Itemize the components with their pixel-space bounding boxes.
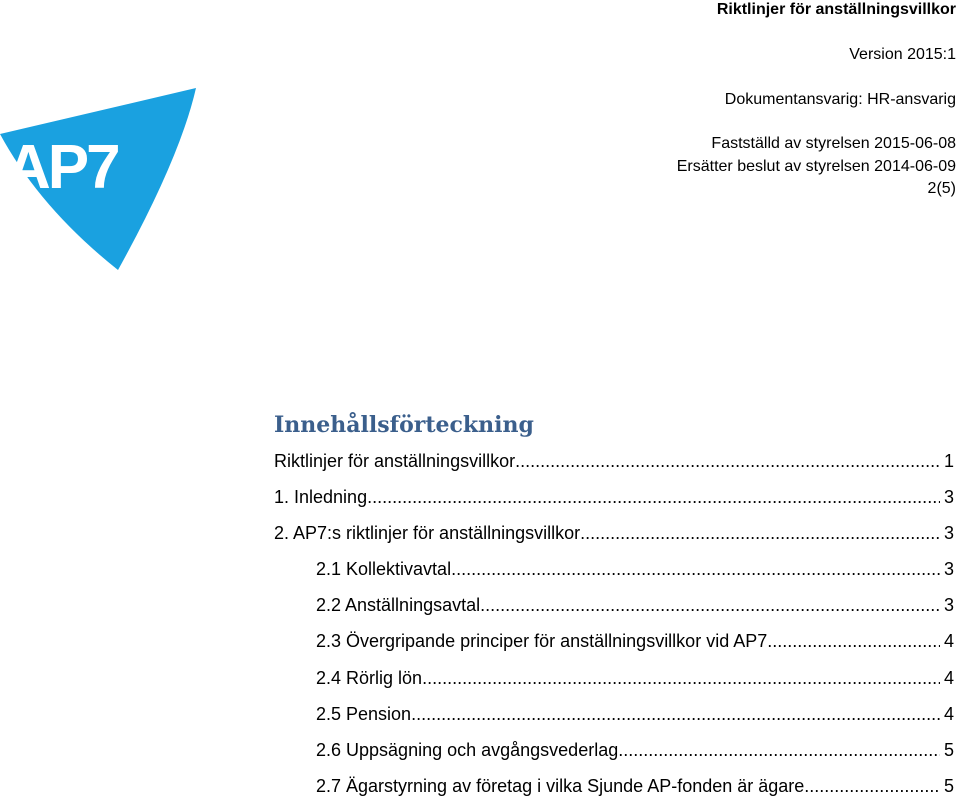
toc-entry-page: 3 [943, 523, 954, 543]
toc-entry-page: 4 [943, 668, 954, 688]
ap7-logo-text: AP7 [6, 133, 118, 202]
toc-entry-label: 2.2 Anställningsavtal [316, 595, 481, 615]
toc-entry-page: 1 [943, 451, 954, 471]
toc-entry[interactable] [316, 593, 954, 617]
toc-entry-page: 5 [943, 740, 954, 760]
toc-leader [515, 449, 940, 473]
toc-entry-label: 1. Inledning [274, 487, 368, 507]
toc-entry-label: 2.4 Rörlig lön [316, 668, 423, 688]
page-number: 2(5) [927, 180, 956, 197]
toc-entry[interactable] [274, 521, 954, 545]
toc-entry-page: 3 [943, 559, 954, 579]
toc-leader [580, 521, 940, 545]
toc-leader [480, 593, 940, 617]
toc-entry[interactable] [316, 629, 954, 653]
toc-entry[interactable] [316, 738, 954, 762]
document-replaces: Ersätter beslut av styrelsen 2014-06-09 [676, 158, 956, 175]
toc-entry-label: 2.1 Kollektivavtal [316, 559, 452, 579]
toc-entry-label: Riktlinjer för anställningsvillkor [274, 451, 516, 471]
toc-entry-page: 4 [943, 704, 954, 724]
toc-leader [422, 666, 940, 690]
toc-leader [618, 738, 940, 762]
toc-entry-page: 3 [943, 595, 954, 615]
toc-entry-label: 2.3 Övergripande principer för anställningsvillkor vid AP7 [316, 631, 768, 651]
toc-entry[interactable] [316, 666, 954, 690]
toc-leader [367, 485, 940, 509]
toc-entry[interactable] [316, 774, 954, 798]
toc-entry-label: 2.5 Pension [316, 704, 412, 724]
toc-entry[interactable] [316, 702, 954, 726]
toc-leader [804, 774, 940, 798]
toc-entry-page: 3 [943, 487, 954, 507]
toc-entry-page: 4 [943, 631, 954, 651]
toc-entry-label: 2.6 Uppsägning och avgångsvederlag [316, 740, 619, 760]
document-approved: Fastställd av styrelsen 2015-06-08 [711, 135, 956, 152]
document-title: Riktlinjer för anställningsvillkor [716, 1, 956, 18]
toc-leader [411, 702, 940, 726]
document-version: Version 2015:1 [849, 46, 956, 63]
toc-entry[interactable] [274, 485, 954, 509]
ap7-logo [0, 88, 200, 270]
toc-entry-page: 5 [943, 776, 954, 796]
toc-entry-label: 2. AP7:s riktlinjer för anställningsvillkor [274, 523, 581, 543]
toc-heading: Innehållsförteckning [274, 412, 534, 438]
toc-leader [767, 629, 940, 653]
toc-entry[interactable] [316, 557, 954, 581]
document-owner: Dokumentansvarig: HR-ansvarig [724, 91, 956, 108]
toc-entry[interactable] [274, 449, 954, 473]
toc-entry-label: 2.7 Ägarstyrning av företag i vilka Sjunde AP-fonden är ägare [316, 776, 805, 796]
toc-leader [451, 557, 940, 581]
